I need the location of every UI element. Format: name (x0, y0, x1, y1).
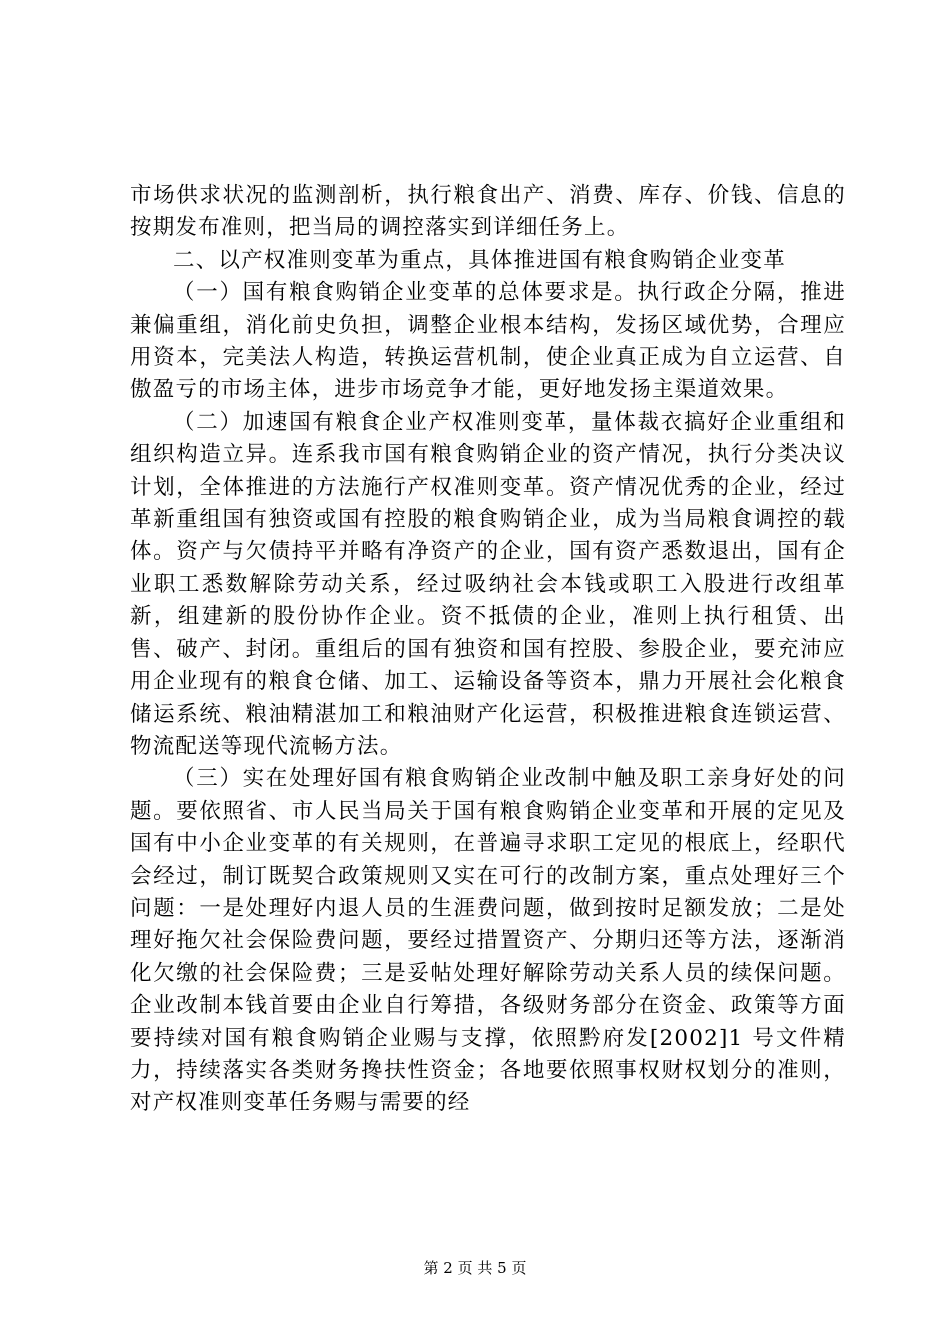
paragraph-item-3: （三）实在处理好国有粮食购销企业改制中触及职工亲身好处的问题。要依照省、市人民当局关于国有粮食购销企业变革和开展的定见及国有中小企业变革的有关规则，在普遍寻求职工定见的根底上，经职代会经过，制订既契合政策规则又实在可行的改制方案，重点处理好三个问题：一是处理好内退人员的生涯费问题，做到按时足额发放；二是处理好拖欠社会保险费问题，要经过措置资产、分期归还等方法，逐渐消化欠缴的社会保险费；三是妥帖处理好解除劳动关系人员的续保问题。企业改制本钱首要由企业自行筹措，各级财务部分在资金、政策等方面要持续对国有粮食购销企业赐与支撑，依照黔府发[2002]1 号文件精力，持续落实各类财务搀扶性资金；各地要依照事权财权划分的准则，对产权准则变革任务赐与需要的经 (130, 766, 846, 1116)
paragraph-continuation: 市场供求状况的监测剖析，执行粮食出产、消费、库存、价钱、信息的按期发布准则，把当局的调控落实到详细任务上。 (130, 183, 846, 241)
document-body (130, 180, 846, 1120)
paragraph-item-1: （一）国有粮食购销企业变革的总体要求是。执行政企分隔，推进兼偏重组，消化前史负担，调整企业根本结构，发扬区域优势，合理应用资本，完美法人构造，转换运营机制，使企业真正成为自立运营、自傲盈亏的市场主体，进步市场竞争才能，更好地发扬主渠道效果。 (130, 280, 846, 403)
page-number: 第 2 页 共 5 页 (423, 1259, 527, 1277)
page-footer (0, 1258, 950, 1278)
section-heading: 二、以产权准则变革为重点，具体推进国有粮食购销企业变革 (173, 247, 786, 273)
paragraph-item-2: （二）加速国有粮食企业产权准则变革，量体裁衣搞好企业重组和组织构造立异。连系我市国有粮食购销企业的资产情况，执行分类决议计划，全体推进的方法施行产权准则变革。资产情况优秀的企业，经过革新重组国有独资或国有控股的粮食购销企业，成为当局粮食调控的载体。资产与欠债持平并略有净资产的企业，国有资产悉数退出，国有企业职工悉数解除劳动关系，经过吸纳社会本钱或职工入股进行改组革新，组建新的股份协作企业。资不抵债的企业，准则上执行租赁、出售、破产、封闭。重组后的国有独资和国有控股、参股企业，要充沛应用企业现有的粮食仓储、加工、运输设备等资本，鼎力开展社会化粮食储运系统、粮油精湛加工和粮油财产化运营，积极推进粮食连锁运营、物流配送等现代流畅方法。 (130, 409, 846, 759)
